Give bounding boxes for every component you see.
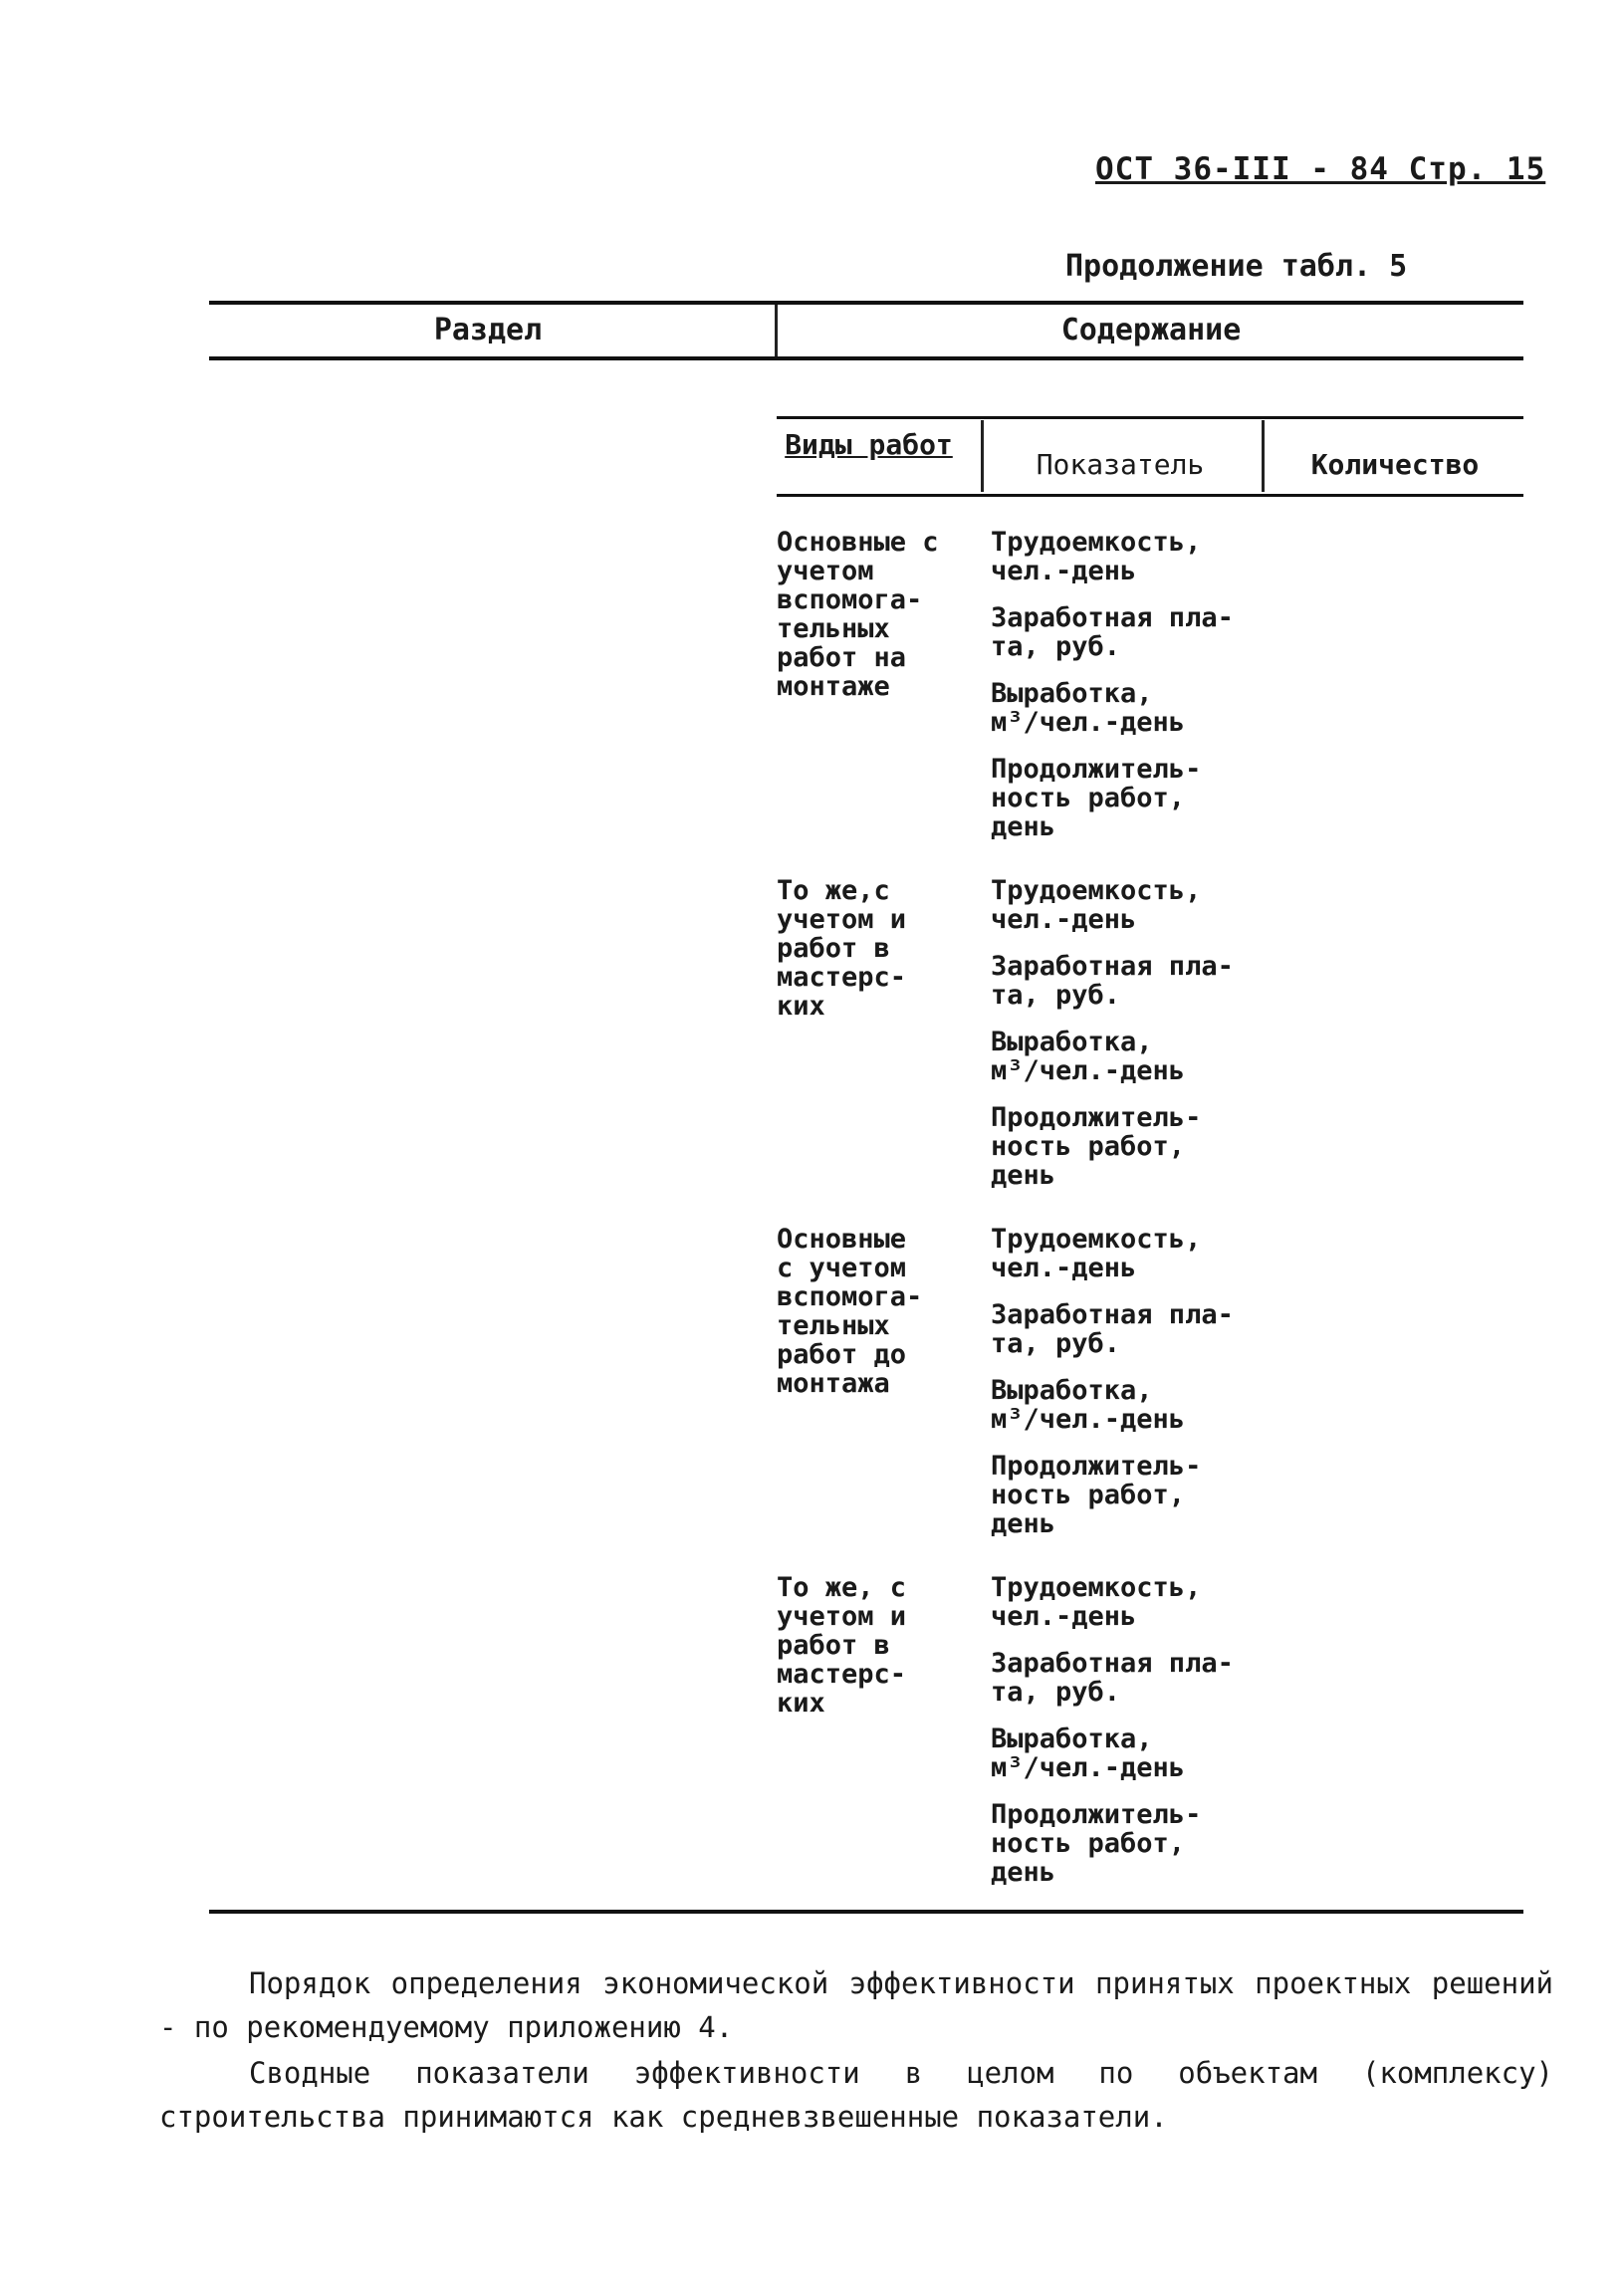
indicator-list: [991, 1573, 1289, 1905]
indicator-wages: Заработная пла- та, руб.: [991, 1648, 1234, 1708]
indicator-labor-intensity: Трудоемкость, чел.-день: [991, 1572, 1202, 1632]
paragraph-efficiency-procedure: Порядок определения экономической эффективности принятых проектных решений - по рекомендуемому приложению 4.: [159, 1966, 1553, 2044]
subtable-header-indicator: Показатель: [1036, 448, 1205, 481]
indicator-list: [991, 528, 1289, 859]
indicator-labor-intensity: Трудоемкость, чел.-день: [991, 875, 1202, 935]
subtable-header-quantity: Количество: [1310, 448, 1480, 481]
indicator-wages: Заработная пла- та, руб.: [991, 1299, 1234, 1359]
work-type-label: Основные с учетом вспомога- тельных работ до монтажа: [777, 1224, 923, 1399]
indicator-duration: Продолжитель- ность работ, день: [991, 754, 1202, 842]
indicator-output: Выработка, м³/чел.-день: [991, 678, 1186, 738]
subtable-header-rule: [777, 494, 1523, 497]
indicator-labor-intensity: Трудоемкость, чел.-день: [991, 527, 1202, 586]
indicator-wages: Заработная пла- та, руб.: [991, 602, 1234, 662]
indicator-output: Выработка, м³/чел.-день: [991, 1375, 1186, 1435]
column-header-section: Раздел: [433, 313, 543, 347]
work-type-label: То же, с учетом и работ в мастерс- ких: [777, 1572, 907, 1719]
column-header-content: Содержание: [1060, 313, 1242, 347]
subtable-top-rule: [777, 416, 1523, 419]
table-top-rule: [209, 301, 1523, 305]
indicator-duration: Продолжитель- ность работ, день: [991, 1799, 1202, 1888]
indicator-duration: Продолжитель- ность работ, день: [991, 1451, 1202, 1539]
work-type-label: Основные с учетом вспомога- тельных работ на монтаже: [777, 527, 939, 702]
subtable-divider-1: [981, 420, 984, 492]
indicator-output: Выработка, м³/чел.-день: [991, 1027, 1186, 1086]
table-continuation-label: Продолжение табл. 5: [1065, 249, 1408, 284]
subtable-header-work-types-label: Виды работ: [785, 428, 953, 461]
indicator-output: Выработка, м³/чел.-день: [991, 1723, 1186, 1783]
paragraph-summary-indicators: Сводные показатели эффективности в целом по объектам (комплексу) строительства принимаются как средневзвешенные показатели.: [159, 2056, 1553, 2134]
standard-code: ОСТ 36-III - 84 Стр. 15: [1095, 151, 1546, 187]
subtable-header-work-types: [777, 430, 961, 460]
table-header-rule: [209, 356, 1523, 360]
table-bottom-rule: [209, 1910, 1523, 1914]
work-type-label: То же,с учетом и работ в мастерс- ких: [777, 875, 907, 1022]
indicator-labor-intensity: Трудоемкость, чел.-день: [991, 1224, 1202, 1283]
subtable-divider-2: [1262, 420, 1265, 492]
indicator-duration: Продолжитель- ность работ, день: [991, 1102, 1202, 1191]
indicator-wages: Заработная пла- та, руб.: [991, 951, 1234, 1011]
column-header-divider: [775, 305, 778, 360]
indicator-list: [991, 1225, 1289, 1556]
indicator-list: [991, 876, 1289, 1208]
